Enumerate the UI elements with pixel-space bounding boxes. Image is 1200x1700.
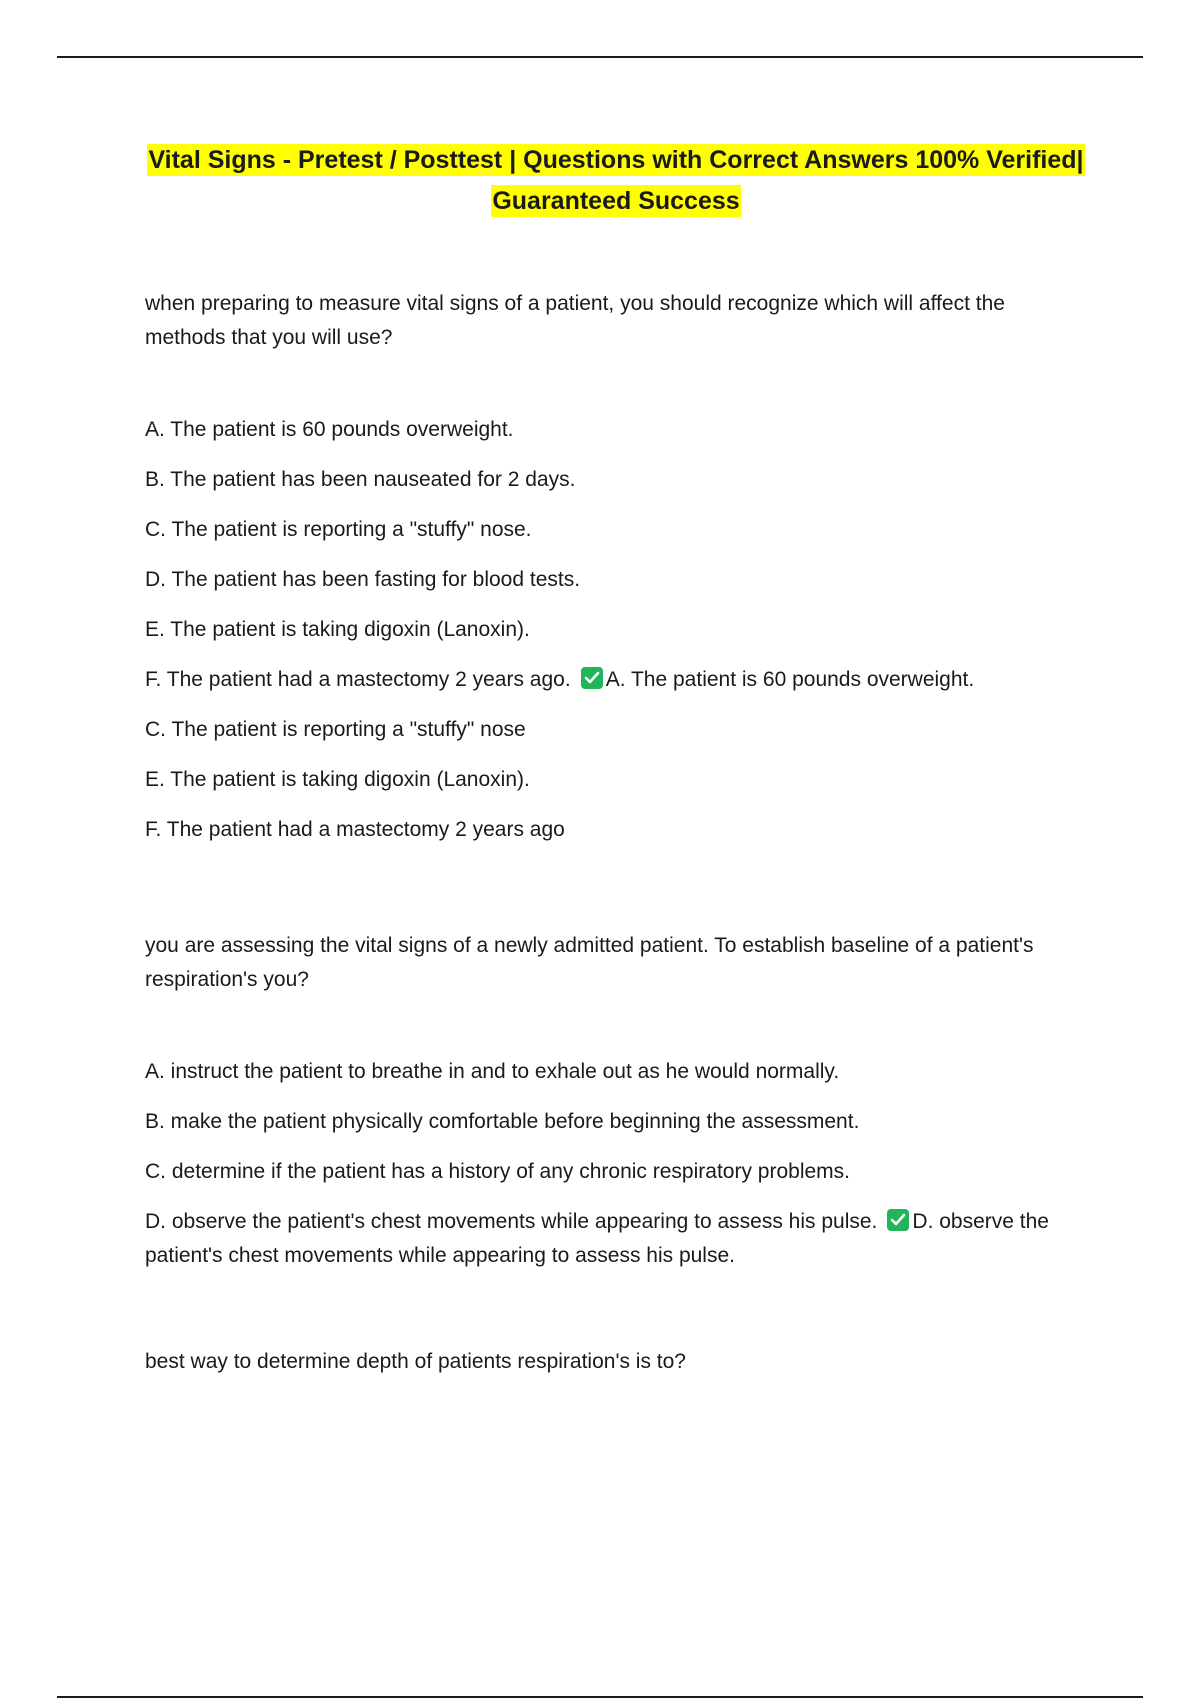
question-1-option-e: E. The patient is taking digoxin (Lanoxin). bbox=[145, 618, 530, 641]
question-1-answer-3: E. The patient is taking digoxin (Lanoxin). bbox=[145, 768, 530, 791]
question-1-answer-4: F. The patient had a mastectomy 2 years ago bbox=[145, 818, 565, 841]
question-1-option-f-with-answer bbox=[145, 663, 1090, 697]
question-1-answer-1: A. The patient is 60 pounds overweight. bbox=[605, 668, 975, 691]
question-1-prompt: when preparing to measure vital signs of a patient, you should recognize which will affect the methods that you will use? bbox=[145, 292, 1005, 349]
document-title bbox=[120, 140, 1112, 222]
title-line-2: Guaranteed Success bbox=[492, 187, 740, 215]
footer-rule bbox=[57, 1696, 1143, 1698]
check-mark-icon bbox=[581, 667, 603, 689]
header-rule bbox=[57, 56, 1143, 58]
question-3-prompt: best way to determine depth of patients respiration's is to? bbox=[145, 1350, 686, 1373]
question-2-answer-1: D. observe the patient's chest movements while appearing to assess his pulse. bbox=[145, 1210, 1049, 1267]
question-1-option-c: C. The patient is reporting a "stuffy" nose. bbox=[145, 518, 532, 541]
question-2-option-a: A. instruct the patient to breathe in and to exhale out as he would normally. bbox=[145, 1060, 840, 1083]
question-2-option-c: C. determine if the patient has a history of any chronic respiratory problems. bbox=[145, 1160, 850, 1183]
document-body bbox=[145, 287, 1090, 1379]
question-2-option-d: D. observe the patient's chest movements while appearing to assess his pulse. bbox=[145, 1210, 878, 1233]
question-1-option-d: D. The patient has been fasting for blood tests. bbox=[145, 568, 581, 591]
question-1-answer-2: C. The patient is reporting a "stuffy" nose bbox=[145, 718, 526, 741]
title-line-1: Vital Signs - Pretest / Posttest | Questions with Correct Answers 100% Verified| bbox=[148, 146, 1084, 174]
question-2-prompt: you are assessing the vital signs of a newly admitted patient. To establish baseline of a patient's respiration's you? bbox=[145, 934, 1034, 991]
question-2-option-b: B. make the patient physically comfortable before beginning the assessment. bbox=[145, 1110, 860, 1133]
question-1-option-b: B. The patient has been nauseated for 2 days. bbox=[145, 468, 576, 491]
question-2-option-d-with-answer bbox=[145, 1205, 1090, 1273]
question-1-option-a: A. The patient is 60 pounds overweight. bbox=[145, 418, 514, 441]
check-mark-icon bbox=[887, 1209, 909, 1231]
question-1-option-f: F. The patient had a mastectomy 2 years ago. bbox=[145, 668, 571, 691]
